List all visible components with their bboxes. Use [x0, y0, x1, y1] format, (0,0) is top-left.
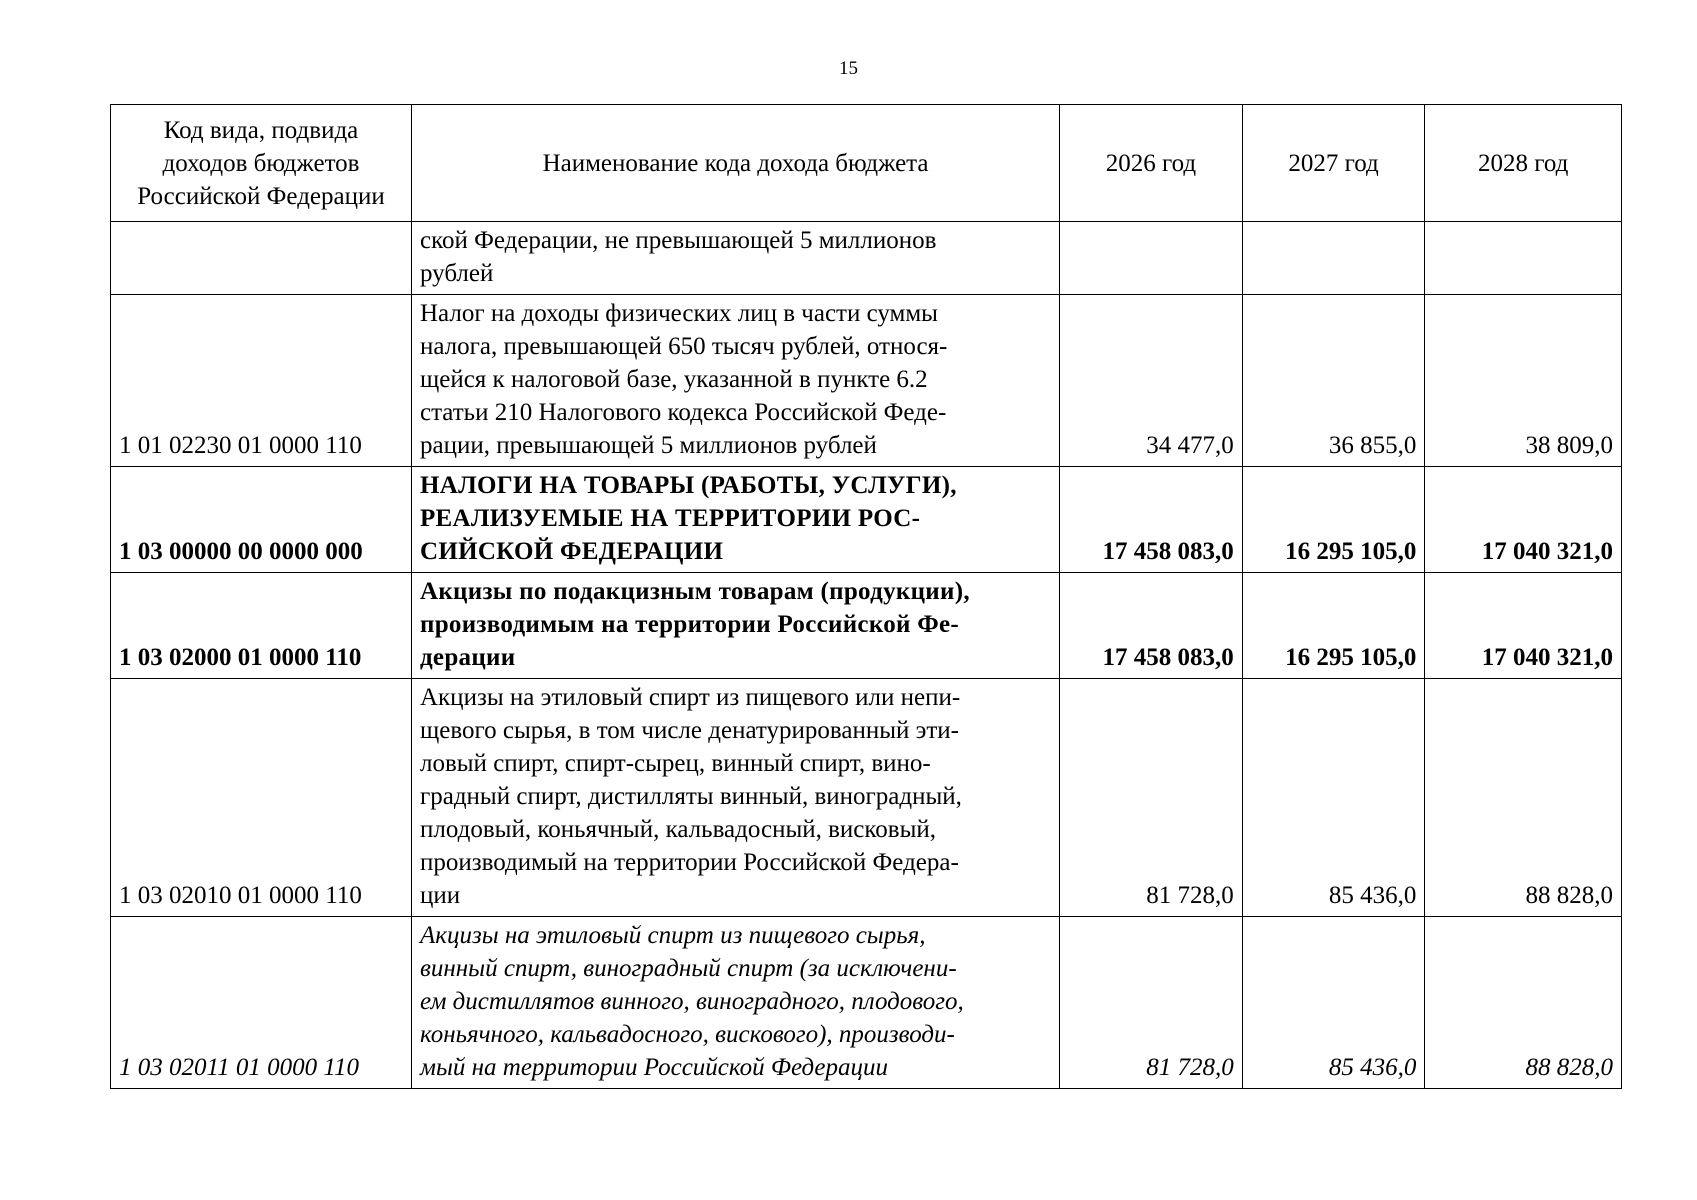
header-year-2027: 2027 год	[1242, 105, 1425, 222]
table-row	[111, 917, 1622, 1089]
row-value-2026: 81 728,0	[1060, 679, 1243, 917]
row-value-2026: 17 458 083,0	[1060, 573, 1243, 679]
row-code	[111, 222, 412, 295]
row-value-2026	[1060, 222, 1243, 295]
budget-revenue-table	[110, 104, 1622, 1089]
row-name-line: РЕАЛИЗУЕМЫЕ НА ТЕРРИТОРИИ РОС-	[419, 505, 921, 532]
row-name-line: градный спирт, дистилляты винный, виноградный,	[419, 783, 962, 810]
row-name-line: СИЙСКОЙ ФЕДЕРАЦИИ	[419, 538, 724, 565]
row-code: 1 03 02000 01 0000 110	[111, 573, 412, 679]
row-name	[411, 679, 1059, 917]
row-name-line: щейся к налоговой базе, указанной в пункте 6.2	[419, 366, 928, 393]
row-value-2028: 88 828,0	[1425, 679, 1622, 917]
row-name-line: плодовый, коньячный, кальвадосный, висковый,	[419, 816, 937, 843]
row-value-2027: 36 855,0	[1242, 295, 1425, 467]
row-name-line: ловый спирт, спирт-сырец, винный спирт, вино-	[419, 750, 931, 777]
header-year-2028: 2028 год	[1425, 105, 1622, 222]
header-name: Наименование кода дохода бюджета	[411, 105, 1059, 222]
row-name-line: Акцизы на этиловый спирт из пищевого сырья,	[419, 922, 926, 949]
row-name-line: ской Федерации, не превышающей 5 миллионов	[419, 227, 937, 254]
row-code: 1 03 02011 01 0000 110	[111, 917, 412, 1089]
row-value-2026: 81 728,0	[1060, 917, 1243, 1089]
row-name	[411, 573, 1059, 679]
row-value-2027	[1242, 222, 1425, 295]
row-name-line: производимый на территории Российской Федера-	[419, 849, 959, 876]
row-value-2027: 16 295 105,0	[1242, 467, 1425, 573]
row-value-2027: 16 295 105,0	[1242, 573, 1425, 679]
row-name	[411, 295, 1059, 467]
row-name-line: коньячного, кальвадосного, вискового), производи-	[419, 1021, 955, 1048]
header-year-2026: 2026 год	[1060, 105, 1243, 222]
row-value-2027: 85 436,0	[1242, 679, 1425, 917]
header-code-line: доходов бюджетов	[162, 149, 360, 177]
row-name-line: ции	[419, 882, 461, 909]
table-row	[111, 467, 1622, 573]
row-name-line: мый на территории Российской Федерации	[419, 1054, 889, 1081]
row-value-2026: 34 477,0	[1060, 295, 1243, 467]
row-name	[411, 467, 1059, 573]
row-value-2028: 17 040 321,0	[1425, 467, 1622, 573]
row-code: 1 01 02230 01 0000 110	[111, 295, 412, 467]
row-name	[411, 222, 1059, 295]
row-name-line: НАЛОГИ НА ТОВАРЫ (РАБОТЫ, УСЛУГИ),	[419, 472, 957, 499]
table-row	[111, 222, 1622, 295]
table-row	[111, 679, 1622, 917]
row-name-line: производимым на территории Российской Фе-	[419, 611, 960, 638]
row-code: 1 03 02010 01 0000 110	[111, 679, 412, 917]
row-name-line: Налог на доходы физических лиц в части суммы	[419, 300, 938, 327]
row-name	[411, 917, 1059, 1089]
table-header-row	[111, 105, 1622, 222]
row-name-line: дерации	[419, 644, 516, 671]
row-value-2028: 38 809,0	[1425, 295, 1622, 467]
page-number: 15	[839, 58, 858, 79]
row-name-line: щевого сырья, в том числе денатурированный эти-	[419, 717, 959, 744]
row-value-2028: 17 040 321,0	[1425, 573, 1622, 679]
row-name-line: Акцизы на этиловый спирт из пищевого или непи-	[419, 684, 961, 711]
header-code	[111, 105, 412, 222]
row-name-line: рублей	[419, 260, 494, 287]
row-name-line: ем дистиллятов винного, виноградного, плодового,	[419, 988, 964, 1015]
row-name-line: рации, превышающей 5 миллионов рублей	[419, 432, 877, 459]
table-row	[111, 573, 1622, 679]
row-value-2027: 85 436,0	[1242, 917, 1425, 1089]
row-code: 1 03 00000 00 0000 000	[111, 467, 412, 573]
header-code-line: Код вида, подвида	[163, 116, 359, 144]
table-row	[111, 295, 1622, 467]
row-name-line: Акцизы по подакцизным товарам (продукции),	[419, 578, 970, 605]
row-name-line: налога, превышающей 650 тысяч рублей, относя-	[419, 333, 948, 360]
row-name-line: винный спирт, виноградный спирт (за исключени-	[419, 955, 957, 982]
header-code-line: Российской Федерации	[137, 182, 385, 210]
row-value-2028: 88 828,0	[1425, 917, 1622, 1089]
row-value-2026: 17 458 083,0	[1060, 467, 1243, 573]
row-value-2028	[1425, 222, 1622, 295]
row-name-line: статьи 210 Налогового кодекса Российской Феде-	[419, 399, 947, 426]
